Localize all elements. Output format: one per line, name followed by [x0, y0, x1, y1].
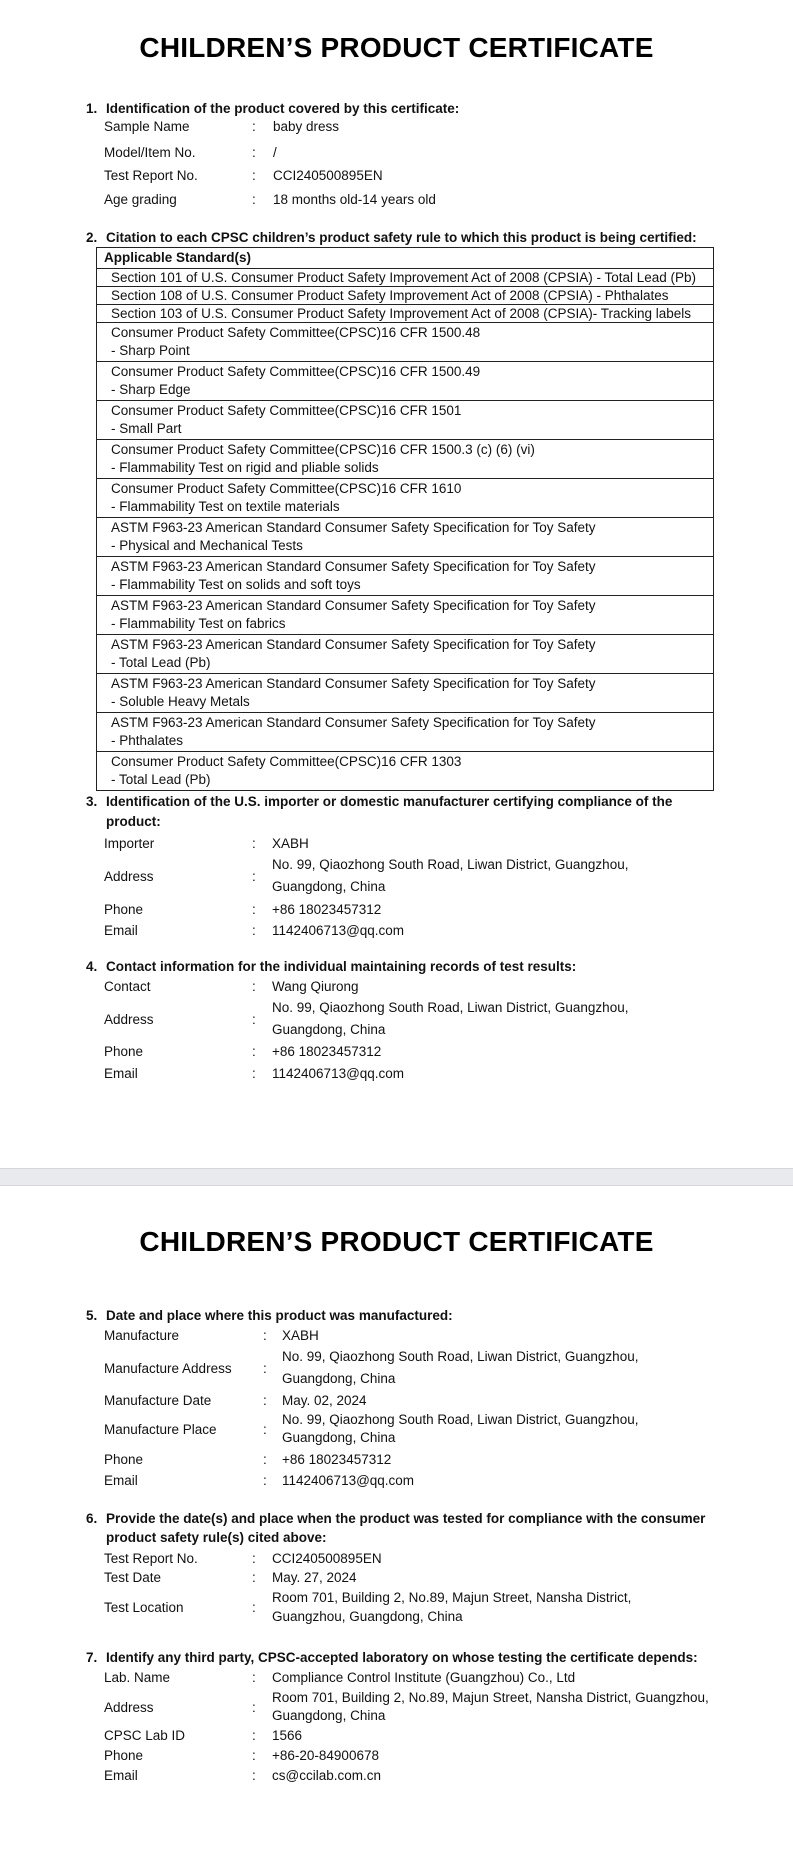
- page-title: CHILDREN’S PRODUCT CERTIFICATE: [139, 32, 654, 63]
- separator: :: [252, 1012, 256, 1027]
- separator: :: [252, 923, 256, 938]
- standard-subline: - Small Part: [111, 421, 182, 436]
- standard-cell: [97, 713, 714, 752]
- field-label: Manufacture Address: [104, 1361, 232, 1376]
- section-number: 6.: [86, 1511, 98, 1526]
- section-title: Citation to each CPSC children’s product safety rule to which this product is being certified:: [106, 230, 697, 245]
- standard-cell: [97, 287, 714, 305]
- section-1-heading: [86, 100, 736, 117]
- table-row: [97, 362, 714, 401]
- table-row: [97, 635, 714, 674]
- table-row: [97, 323, 714, 362]
- field-value: 1142406713@qq.com: [272, 1066, 405, 1081]
- standard-subline: - Total Lead (Pb): [111, 655, 211, 670]
- section-title: Provide the date(s) and place when the product was tested for compliance with the consumer product safety rule(s) cited above:: [106, 1511, 706, 1545]
- separator: :: [252, 1066, 256, 1081]
- field-value: XABH: [282, 1328, 319, 1343]
- field-label: Model/Item No.: [104, 145, 196, 160]
- standard-subline: - Flammability Test on solids and soft toys: [111, 577, 361, 592]
- section-number: 5.: [86, 1308, 98, 1323]
- table-row: [97, 752, 714, 791]
- separator: :: [252, 1551, 256, 1566]
- table-row: [97, 305, 714, 323]
- section-title: Identification of the U.S. importer or domestic manufacturer certifying compliance of the product:: [106, 794, 673, 829]
- field-value: Compliance Control Institute (Guangzhou) Co., Ltd: [272, 1670, 576, 1685]
- standard-line: ASTM F963-23 American Standard Consumer Safety Specification for Toy Safety: [111, 676, 596, 691]
- field-value-line2: Guangdong, China: [282, 1430, 396, 1445]
- field-value: Wang Qiurong: [272, 979, 359, 994]
- separator: :: [252, 1700, 256, 1715]
- field-label: Test Report No.: [104, 1551, 198, 1566]
- standard-line: Section 103 of U.S. Consumer Product Safety Improvement Act of 2008 (CPSIA)- Tracking labels: [111, 306, 692, 321]
- field-label: Address: [104, 869, 154, 884]
- separator: :: [263, 1393, 267, 1408]
- table-row: [97, 269, 714, 287]
- field-label: Manufacture Place: [104, 1422, 217, 1437]
- field-label: Lab. Name: [104, 1670, 171, 1685]
- section-6-heading: [86, 1509, 746, 1547]
- separator: :: [252, 168, 256, 183]
- standard-subline: - Phthalates: [111, 733, 184, 748]
- standard-line: Section 108 of U.S. Consumer Product Safety Improvement Act of 2008 (CPSIA) - Phthalates: [111, 288, 669, 303]
- field-label: Email: [104, 1066, 138, 1081]
- separator: :: [263, 1473, 267, 1488]
- table-row: [97, 287, 714, 305]
- separator: :: [252, 1768, 256, 1783]
- section-number: 7.: [86, 1650, 98, 1665]
- table-row: [97, 557, 714, 596]
- standard-cell: [97, 518, 714, 557]
- field-value: 1142406713@qq.com: [272, 923, 405, 938]
- standard-cell: [97, 323, 714, 362]
- field-value: /: [273, 145, 277, 160]
- separator: :: [263, 1361, 267, 1376]
- standard-subline: - Total Lead (Pb): [111, 772, 211, 787]
- field-label: Age grading: [104, 192, 177, 207]
- field-value: 1142406713@qq.com: [282, 1473, 415, 1488]
- field-label: Phone: [104, 1452, 144, 1467]
- standard-cell: [97, 752, 714, 791]
- field-value: No. 99, Qiaozhong South Road, Liwan District, Guangzhou,: [272, 1000, 629, 1015]
- field-label: Test Location: [104, 1600, 184, 1615]
- table-row: [97, 713, 714, 752]
- separator: :: [252, 192, 256, 207]
- standard-subline: - Physical and Mechanical Tests: [111, 538, 303, 553]
- field-value: No. 99, Qiaozhong South Road, Liwan District, Guangzhou,: [272, 857, 629, 872]
- standard-cell: [97, 596, 714, 635]
- section-number: 3.: [86, 794, 98, 809]
- standard-line: Consumer Product Safety Committee(CPSC)16 CFR 1501: [111, 403, 462, 418]
- field-label: Email: [104, 1473, 138, 1488]
- separator: :: [252, 1600, 256, 1615]
- standard-cell: [97, 479, 714, 518]
- section-number: 1.: [86, 101, 98, 116]
- standard-subline: - Flammability Test on rigid and pliable solids: [111, 460, 379, 475]
- field-value: No. 99, Qiaozhong South Road, Liwan District, Guangzhou,: [282, 1349, 639, 1364]
- field-value: 18 months old-14 years old: [273, 192, 436, 207]
- separator: :: [252, 145, 256, 160]
- table-row: [97, 479, 714, 518]
- table-header: Applicable Standard(s): [97, 248, 714, 269]
- standard-line: Consumer Product Safety Committee(CPSC)16 CFR 1500.48: [111, 325, 481, 340]
- standard-line: Consumer Product Safety Committee(CPSC)16 CFR 1500.3 (c) (6) (vi): [111, 442, 535, 457]
- standard-line: Consumer Product Safety Committee(CPSC)16 CFR 1610: [111, 481, 462, 496]
- standard-line: Consumer Product Safety Committee(CPSC)16 CFR 1303: [111, 754, 462, 769]
- field-label: Manufacture Date: [104, 1393, 212, 1408]
- standard-line: ASTM F963-23 American Standard Consumer Safety Specification for Toy Safety: [111, 637, 596, 652]
- field-label: Address: [104, 1700, 154, 1715]
- field-label: Sample Name: [104, 119, 190, 134]
- page-title: CHILDREN’S PRODUCT CERTIFICATE: [139, 1226, 654, 1257]
- section-5-heading: [86, 1307, 736, 1324]
- section-title: Contact information for the individual maintaining records of test results:: [106, 959, 577, 974]
- standard-line: ASTM F963-23 American Standard Consumer Safety Specification for Toy Safety: [111, 598, 596, 613]
- section-2-heading: [86, 229, 736, 246]
- field-label: Address: [104, 1012, 154, 1027]
- field-value: 1566: [272, 1728, 303, 1743]
- field-value: +86 18023457312: [282, 1452, 392, 1467]
- standard-line: Consumer Product Safety Committee(CPSC)16 CFR 1500.49: [111, 364, 481, 379]
- field-value: May. 02, 2024: [282, 1393, 367, 1408]
- separator: :: [252, 119, 256, 134]
- page-separator: [0, 1168, 793, 1186]
- standard-subline: - Sharp Edge: [111, 382, 191, 397]
- field-value-line2: Guangzhou, Guangdong, China: [272, 1609, 463, 1624]
- separator: :: [263, 1452, 267, 1467]
- separator: :: [252, 1570, 256, 1585]
- table-header-row: [97, 248, 714, 269]
- section-title: Identify any third party, CPSC-accepted laboratory on whose testing the certificate depends:: [106, 1650, 698, 1665]
- field-label: CPSC Lab ID: [104, 1728, 186, 1743]
- table-row: [97, 596, 714, 635]
- field-value: CCI240500895EN: [272, 1551, 382, 1566]
- field-label: Phone: [104, 1044, 144, 1059]
- section-4-heading: [86, 958, 736, 975]
- field-label: Contact: [104, 979, 151, 994]
- table-row: [97, 518, 714, 557]
- standard-line: ASTM F963-23 American Standard Consumer Safety Specification for Toy Safety: [111, 715, 596, 730]
- field-label: Manufacture: [104, 1328, 180, 1343]
- standard-subline: - Sharp Point: [111, 343, 190, 358]
- separator: :: [252, 1044, 256, 1059]
- standard-cell: [97, 557, 714, 596]
- standard-line: ASTM F963-23 American Standard Consumer Safety Specification for Toy Safety: [111, 559, 596, 574]
- field-value: baby dress: [273, 119, 340, 134]
- field-value-line2: Guangdong, China: [282, 1371, 396, 1386]
- standards-table: [96, 247, 714, 791]
- standard-cell: [97, 440, 714, 479]
- separator: :: [252, 1670, 256, 1685]
- field-label: Importer: [104, 836, 155, 851]
- table-row: [97, 674, 714, 713]
- field-label: Email: [104, 1768, 138, 1783]
- separator: :: [263, 1328, 267, 1343]
- field-value: CCI240500895EN: [273, 168, 383, 183]
- field-value: XABH: [272, 836, 309, 851]
- separator: :: [263, 1422, 267, 1437]
- standard-line: Section 101 of U.S. Consumer Product Safety Improvement Act of 2008 (CPSIA) - Total Lead (Pb): [111, 270, 697, 285]
- standard-subline: - Flammability Test on fabrics: [111, 616, 286, 631]
- field-value: cs@ccilab.com.cn: [272, 1768, 381, 1783]
- field-label: Test Date: [104, 1570, 162, 1585]
- field-value: +86 18023457312: [272, 1044, 382, 1059]
- table-row: [97, 440, 714, 479]
- section-title: Identification of the product covered by this certificate:: [106, 101, 460, 116]
- section-number: 2.: [86, 230, 98, 245]
- standard-cell: [97, 305, 714, 323]
- standard-line: ASTM F963-23 American Standard Consumer Safety Specification for Toy Safety: [111, 520, 596, 535]
- field-value: Room 701, Building 2, No.89, Majun Street, Nansha District, Guangzhou,: [272, 1690, 709, 1705]
- separator: :: [252, 902, 256, 917]
- section-title: Date and place where this product was manufactured:: [106, 1308, 453, 1323]
- separator: :: [252, 979, 256, 994]
- field-label: Email: [104, 923, 138, 938]
- field-value: +86 18023457312: [272, 902, 382, 917]
- field-label: Test Report No.: [104, 168, 198, 183]
- separator: :: [252, 1728, 256, 1743]
- standard-cell: [97, 362, 714, 401]
- separator: :: [252, 1748, 256, 1763]
- section-3-heading: [86, 792, 726, 832]
- certificate-page-2: [0, 1186, 793, 1858]
- separator: :: [252, 836, 256, 851]
- field-value: May. 27, 2024: [272, 1570, 357, 1585]
- section-number: 4.: [86, 959, 98, 974]
- field-value-line2: Guangdong, China: [272, 1022, 386, 1037]
- section-7-heading: [86, 1649, 746, 1666]
- field-value: +86-20-84900678: [272, 1748, 379, 1763]
- field-value: No. 99, Qiaozhong South Road, Liwan District, Guangzhou,: [282, 1412, 639, 1427]
- standard-cell: [97, 401, 714, 440]
- standard-cell: [97, 674, 714, 713]
- field-label: Phone: [104, 902, 144, 917]
- field-label: Phone: [104, 1748, 144, 1763]
- standard-subline: - Soluble Heavy Metals: [111, 694, 250, 709]
- table-row: [97, 401, 714, 440]
- field-value: Room 701, Building 2, No.89, Majun Street, Nansha District,: [272, 1590, 632, 1605]
- standard-cell: [97, 269, 714, 287]
- standard-cell: [97, 635, 714, 674]
- standard-subline: - Flammability Test on textile materials: [111, 499, 340, 514]
- field-value-line2: Guangdong, China: [272, 879, 386, 894]
- field-value-line2: Guangdong, China: [272, 1708, 386, 1723]
- separator: :: [252, 869, 256, 884]
